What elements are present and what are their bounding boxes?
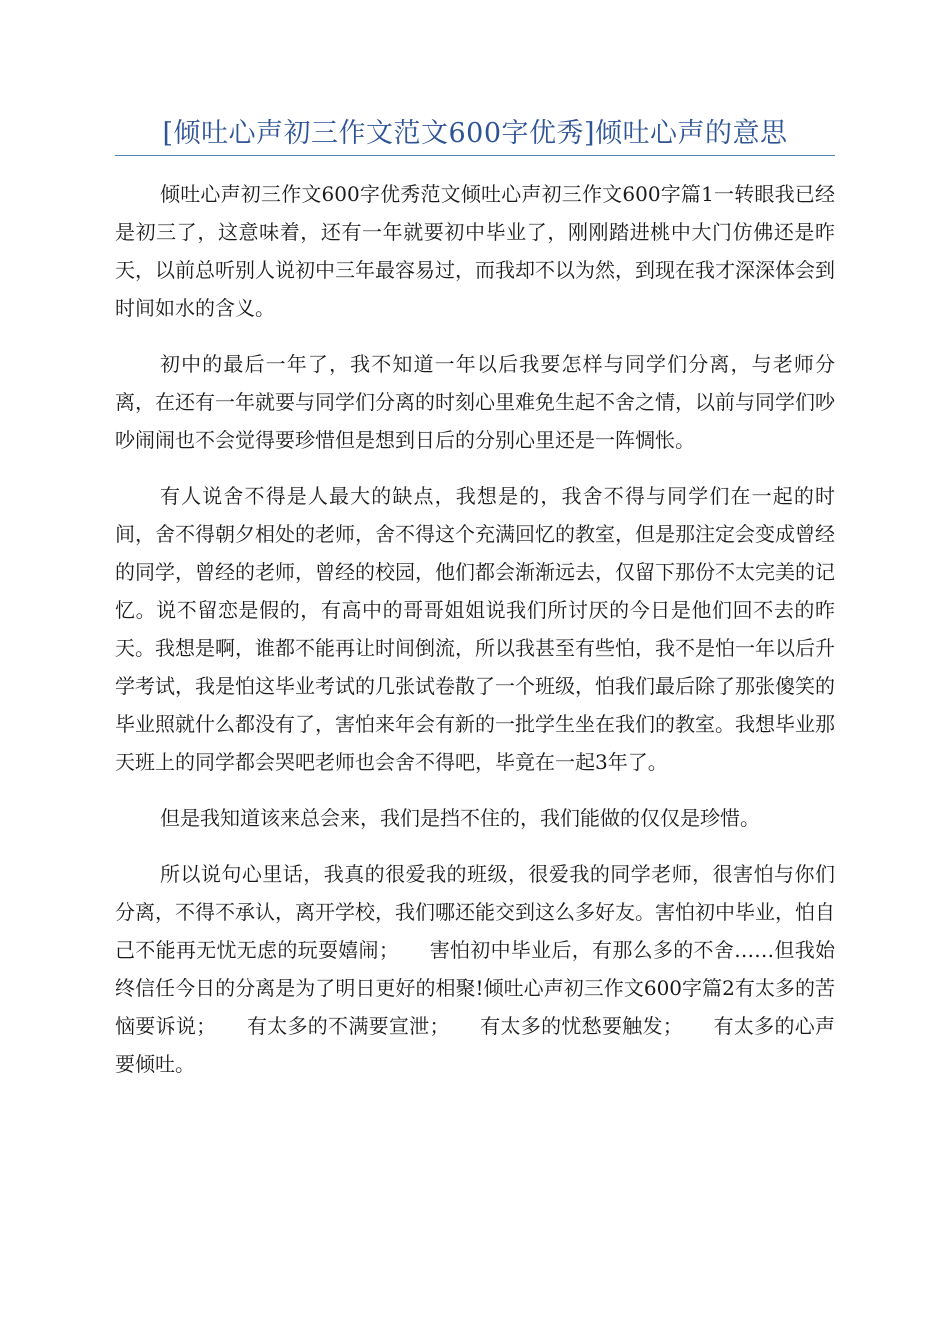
paragraph-4: 但是我知道该来总会来，我们是挡不住的，我们能做的仅仅是珍惜。	[160, 806, 760, 830]
paragraph-2: 初中的最后一年了，我不知道一年以后我要怎样与同学们分离，与老师分离，在还有一年就要与同学们分离的时刻心里难免生起不舍之情，以前与同学们吵吵闹闹也不会觉得要珍惜但是想到日后的分别心里还是一阵惆怅。	[115, 352, 835, 452]
paragraph-5: 所以说句心里话，我真的很爱我的班级，很爱我的同学老师，很害怕与你们分离，不得不承认，离开学校，我们哪还能交到这么多好友。害怕初中毕业，怕自己不能再无忧无虑的玩耍嬉闹； 害怕初中毕业后，有那么多的不舍……但我始终信任今日的分离是为了明日更好的相聚!倾吐心声初三作文600字篇2有太多的苦恼要诉说； 有太多的不满要宣泄； 有太多的忧愁要触发； 有太多的心声要倾吐。	[115, 862, 835, 1076]
paragraph-1: 倾吐心声初三作文600字优秀范文倾吐心声初三作文600字篇1一转眼我已经是初三了，这意味着，还有一年就要初中毕业了，刚刚踏进桃中大门仿佛还是昨天，以前总听别人说初中三年最容易过，而我却不以为然，到现在我才深深体会到时间如水的含义。	[115, 182, 835, 320]
document-body	[115, 175, 835, 1101]
title-underline	[115, 155, 835, 156]
document-title: [倾吐心声初三作文范文600字优秀]倾吐心声的意思	[162, 118, 788, 149]
paragraph-3: 有人说舍不得是人最大的缺点，我想是的，我舍不得与同学们在一起的时间，舍不得朝夕相处的老师，舍不得这个充满回忆的教室，但是那注定会变成曾经的同学，曾经的老师，曾经的校园，他们都会渐渐远去，仅留下那份不太完美的记忆。说不留恋是假的，有高中的哥哥姐姐说我们所讨厌的今日是他们回不去的昨天。我想是啊，谁都不能再让时间倒流，所以我甚至有些怕，我不是怕一年以后升学考试，我是怕这毕业考试的几张试卷散了一个班级，怕我们最后除了那张傻笑的毕业照就什么都没有了，害怕来年会有新的一批学生坐在我们的教室。我想毕业那天班上的同学都会哭吧老师也会舍不得吧，毕竟在一起3年了。	[115, 484, 835, 774]
